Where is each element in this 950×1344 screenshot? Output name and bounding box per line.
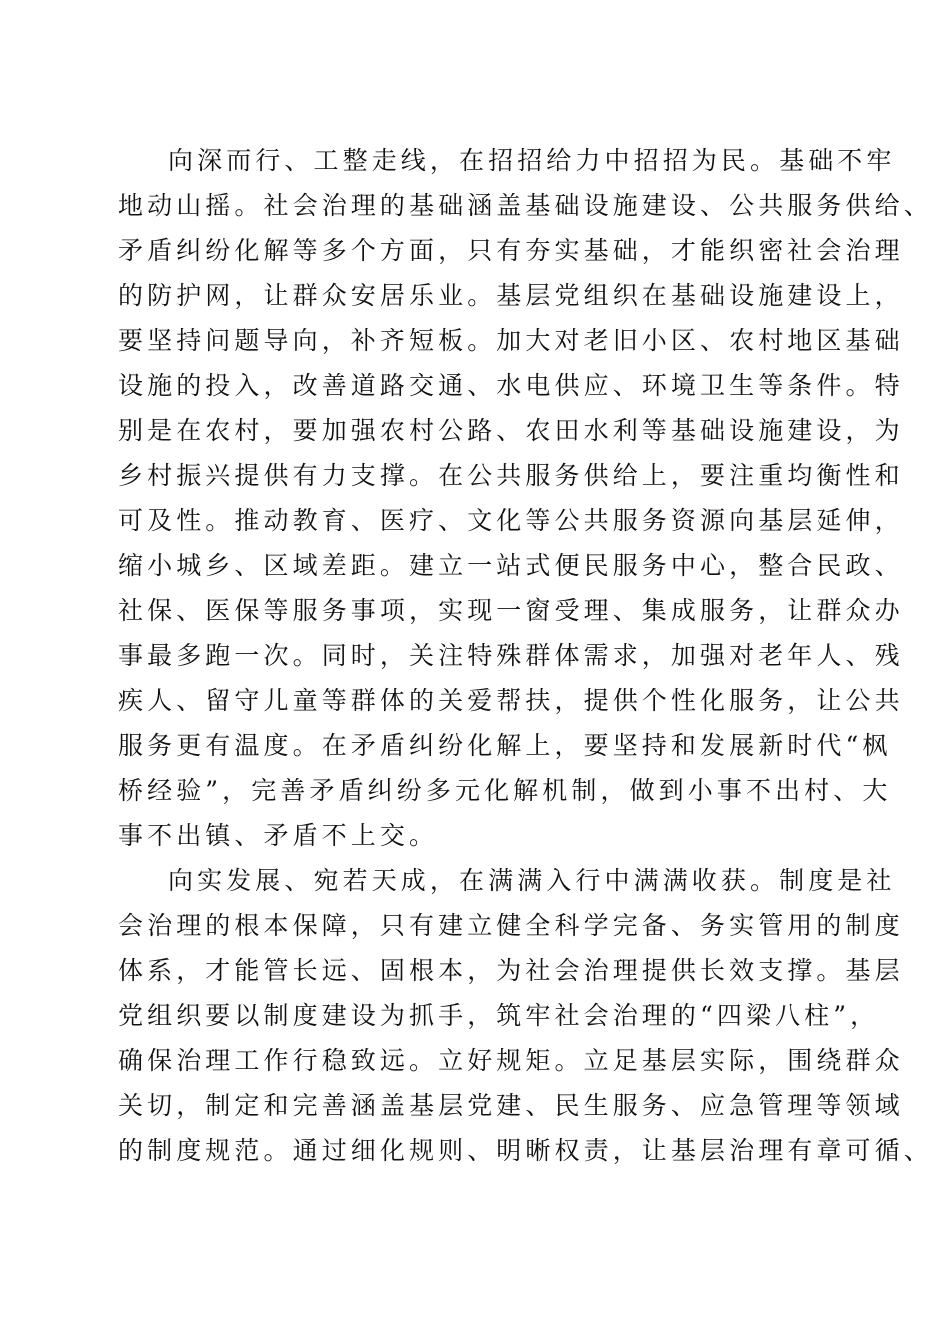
text-line: 的防护网，让群众安居乐业。基层党组织在基础设施建设上， — [118, 281, 904, 310]
text-line: 设施的投入，改善道路交通、水电供应、环境卫生等条件。特 — [118, 371, 904, 400]
text-line: 事最多跑一次。同时，关注特殊群体需求，加强对老年人、残 — [118, 641, 904, 670]
text-line: 缩小城乡、区域差距。建立一站式便民服务中心，整合民政、 — [118, 551, 904, 580]
text-line: 社保、医保等服务事项，实现一窗受理、集成服务，让群众办 — [118, 596, 904, 625]
text-line: 别是在农村，要加强农村公路、农田水利等基础设施建设，为 — [118, 416, 904, 445]
text-line: 服务更有温度。在矛盾纠纷化解上，要坚持和发展新时代“枫 — [118, 731, 892, 760]
text-line: 确保治理工作行稳致远。立好规矩。立足基层实际，围绕群众 — [118, 1046, 904, 1075]
text-line: 桥经验”，完善矛盾纠纷多元化解机制，做到小事不出村、大 — [118, 776, 892, 805]
text-line: 向实发展、宛若天成，在满满入行中满满收获。制度是社 — [168, 866, 896, 895]
text-line: 矛盾纠纷化解等多个方面，只有夯实基础，才能织密社会治理 — [118, 236, 904, 265]
text-line: 疾人、留守儿童等群体的关爱帮扶，提供个性化服务，让公共 — [118, 686, 904, 715]
text-line: 可及性。推动教育、医疗、文化等公共服务资源向基层延伸， — [118, 506, 904, 535]
text-line: 党组织要以制度建设为抓手，筑牢社会治理的“四梁八柱”， — [118, 1001, 880, 1030]
text-line: 关切，制定和完善涵盖基层党建、民生服务、应急管理等领域 — [118, 1091, 904, 1120]
text-line: 的制度规范。通过细化规则、明晰权责，让基层治理有章可循、 — [118, 1136, 933, 1165]
text-line: 向深而行、工整走线，在招招给力中招招为民。基础不牢 — [168, 146, 896, 175]
text-line: 事不出镇、矛盾不上交。 — [118, 821, 439, 850]
text-line: 地动山摇。社会治理的基础涵盖基础设施建设、公共服务供给、 — [118, 191, 933, 220]
text-line: 要坚持问题导向，补齐短板。加大对老旧小区、农村地区基础 — [118, 326, 904, 355]
text-line: 乡村振兴提供有力支撑。在公共服务供给上，要注重均衡性和 — [118, 461, 904, 490]
text-line: 会治理的根本保障，只有建立健全科学完备、务实管用的制度 — [118, 911, 904, 940]
text-line: 体系，才能管长远、固根本，为社会治理提供长效支撑。基层 — [118, 956, 904, 985]
